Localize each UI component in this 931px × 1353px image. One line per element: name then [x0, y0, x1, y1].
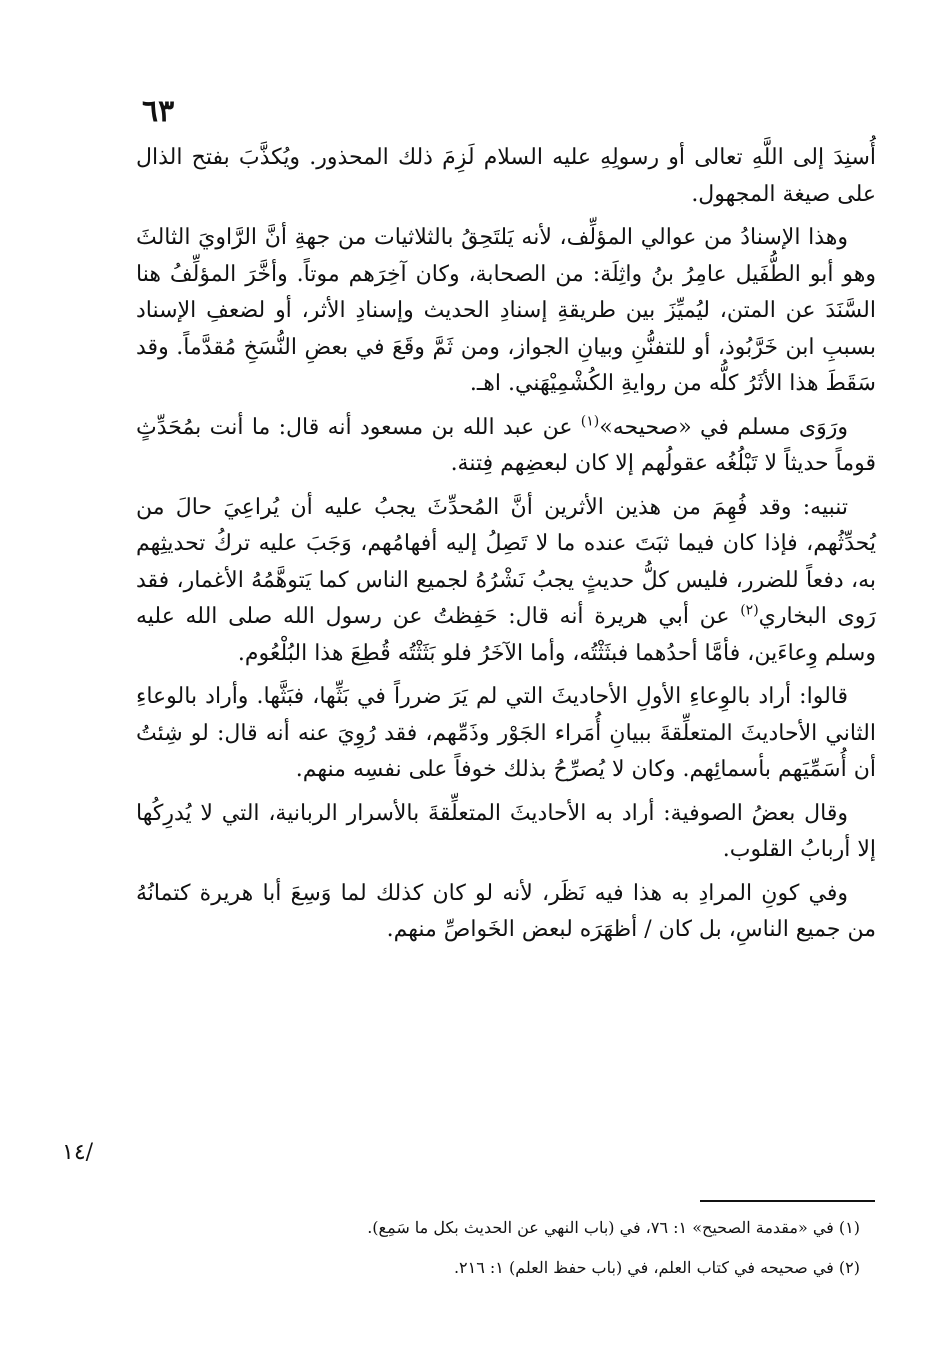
footnotes	[200, 1208, 860, 1288]
paragraph: قالوا: أراد بالوِعاءِ الأولِ الأحاديثَ التي لم يَرَ ضرراً في بَثِّها، فبَثَّها. وأراد بالوعاءِ الثاني الأحاديثَ المتعلِّقةَ ببيانِ أُمَراء الجَوْر وذَمِّهم، فقد رُوِيَ عنه أنه قال: لو شِئتُ أن أُسَمِّيَهم بأسمائِهم. وكان لا يُصرِّحُ بذلك خوفاً على نفسِه منهم.	[136, 684, 876, 782]
footnote: (٢) في صحيحه في كتاب العلم، في (باب حفظ العلم) ١: ٢١٦.	[453, 1258, 860, 1277]
footnote-reference: (٢)	[740, 602, 759, 619]
paragraph	[136, 410, 876, 483]
paragraph-text: تنبيه: وقد فُهِمَ من هذين الأثرين أنَّ المُحدِّثَ يجبُ عليه أن يُراعِيَ حالَ من يُحدِّثُهم، فإذا كان فيما ثبَتَ عنده ما لا تَصِلُ إليه أفهامُهم، وَجَبَ عليه تركُ تحديثِهم به، دفعاً للضرر، فليس كلُّ حديثٍ يجبُ نَشْرُهُ لجميع الناس كما يَتوهَّمُهُ الأغمار، فقد رَوى البخاري	[136, 494, 876, 629]
footnote-divider	[700, 1200, 875, 1202]
footnote-reference: (١)	[580, 413, 600, 430]
page-number: ٦٣	[142, 94, 175, 129]
paragraph: وهذا الإسنادُ من عوالي المؤلِّف، لأنه يَلتَحِقُ بالثلاثيات من جهةِ أنَّ الرَّاويَ الثالثَ وهو أبو الطُّفَيل عامِرُ بنُ واثِلَة: من الصحابة، وكان آخِرَهم موتاً. وأخَّرَ المؤلِّفُ هنا السَّنَدَ عن المتن، ليُميِّزَ بين طريقةِ إسنادِ الحديث وإسنادِ الأثر، أو لضعفِ الإسناد بسببِ ابن خَرَّبُوذ، أو للتفنُّنِ وبيانِ الجواز، ومن ثَمَّ وقَعَ في بعضِ النُّسَخِ مُقدَّماً. وقد سَقَطَ هذا الأثَرُ كلُّه من روايةِ الكُشْمِيْهَني. اهـ.	[136, 225, 876, 396]
footnote: (١) في «مقدمة الصحيح» ١: ٧٦، في (باب النهي عن الحديث بكل ما سَمِع).	[367, 1218, 860, 1237]
paragraph-text: ورَوَى مسلم في «صحيحه»	[599, 414, 848, 440]
margin-page-marker: /١٤	[62, 1140, 94, 1165]
paragraph: أُسنِدَ إلى اللَّهِ تعالى أو رسولِهِ عليه السلام لَزِمَ ذلك المحذور. ويُكذَّبَ بفتح الذال على صيغة المجهول.	[136, 145, 876, 207]
paragraph-text: عن عبد الله بن مسعود أنه قال: ما أنت بمُحَدِّثٍ قوماً حديثاً لا تَبْلُغُه عقولُهم إلا كان لبعضِهم فِتنة.	[136, 414, 876, 476]
paragraph	[136, 490, 876, 673]
paragraph: وقال بعضُ الصوفية: أراد به الأحاديثَ المتعلِّقةَ بالأسرار الربانية، التي لا يُدرِكُها إلا أربابُ القلوب.	[136, 800, 876, 862]
main-text	[136, 140, 876, 956]
paragraph-text: عن أبي هريرة أنه قال: حَفِظتُ عن رسول الله صلى الله عليه وسلم وِعاءَين، فأمَّا أحدُهما فبثَثْتُه، وأما الآخَرُ فلو بَثَثْتُه قُطِعَ هذا البُلْعُوم.	[136, 604, 876, 666]
paragraph: وفي كونِ المرادِ به هذا فيه نَظَر، لأنه لو كان كذلك لما وَسِعَ أبا هريرة كتمانُهُ من جميع الناسِ، بل كان / أظهَرَه لبعض الخَواصِّ منهم.	[136, 880, 876, 942]
